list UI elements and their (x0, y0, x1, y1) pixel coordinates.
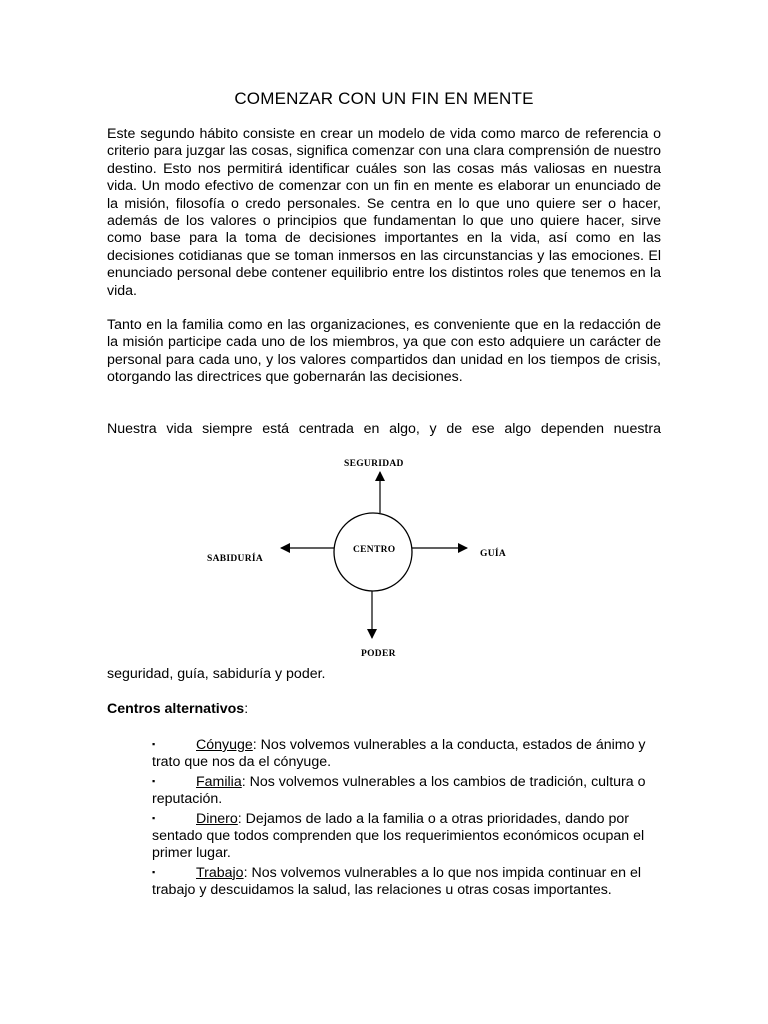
bullet-icon: ▪ (152, 812, 156, 823)
paragraph-2: Tanto en la familia como en las organizaciones, es conveniente que en la redacción de la misión participe cada uno de los miembros, ya que con esto adquiere un carácter de personal para cada uno, y los valores compartidos dan unidad en los tiempos de crisis, otorgando las directrices que gobernarán las decisiones. (107, 317, 661, 386)
list-item (152, 773, 662, 809)
list-item-text: : Nos volvemos vulnerables a lo que nos impida continuar en el trabajo y descuidamos la salud, las relaciones u otras cosas importantes. (152, 864, 642, 899)
diagram-top-label: SEGURIDAD (344, 459, 404, 469)
paragraph-3: Nuestra vida siempre está centrada en algo, y de ese algo dependen nuestra (107, 421, 661, 437)
diagram-center-label: CENTRO (353, 545, 396, 555)
section-heading (107, 701, 248, 717)
list-item (152, 864, 662, 900)
list-item-term: Familia (196, 773, 242, 790)
diagram-bottom-label: PODER (361, 649, 396, 659)
list-item-term: Cónyuge (196, 737, 253, 753)
list-item (152, 736, 662, 772)
list-item-text: : Nos volvemos vulnerables a la conducta, estados de ánimo y trato que nos da el cónyuge. (152, 737, 646, 771)
bullet-icon: ▪ (152, 866, 156, 877)
paragraph-4: seguridad, guía, sabiduría y poder. (107, 666, 326, 682)
list-item-term: Dinero (196, 810, 238, 827)
diagram-left-label: SABIDURÍA (207, 554, 264, 564)
list-item-text: : Dejamos de lado a la familia o a otras prioridades, dando por sentado que todos comprenden que los requerimientos económicos ocupan el primer lugar. (152, 810, 645, 862)
centers-diagram (107, 0, 661, 680)
list-item (152, 810, 662, 863)
bullet-icon: ▪ (152, 775, 156, 786)
bullet-icon: ▪ (152, 739, 156, 749)
alternatives-list (152, 736, 662, 901)
list-item-text: : Nos volvemos vulnerables a los cambios de tradición, cultura o reputación. (152, 773, 646, 808)
section-heading-label: Centros alternativos (107, 701, 245, 717)
document-title: COMENZAR CON UN FIN EN MENTE (234, 89, 534, 108)
list-item-term: Trabajo (196, 864, 244, 881)
diagram-right-label: GUÍA (480, 549, 507, 559)
paragraph-1: Este segundo hábito consiste en crear un modelo de vida como marco de referencia o criterio para juzgar las cosas, significa comenzar con una clara comprensión de nuestro destino. Esto nos permitirá identificar cuáles son las cosas más valiosas en nuestra vida. Un modo efectivo de comenzar con un fin en mente es elaborar un enunciado de la misión, filosofía o credo personales. Se centra en lo que uno quiere ser o hacer, además de los valores o principios que fundamentan lo que uno quiere hacer, sirve como base para la toma de decisiones importantes en la vida, así como en las decisiones cotidianas que se toman inmersos en las circunstancias y las emociones. El enunciado personal debe contener equilibrio entre los distintos roles que tenemos en la vida. (107, 126, 661, 299)
section-heading-suffix: : (244, 701, 249, 717)
